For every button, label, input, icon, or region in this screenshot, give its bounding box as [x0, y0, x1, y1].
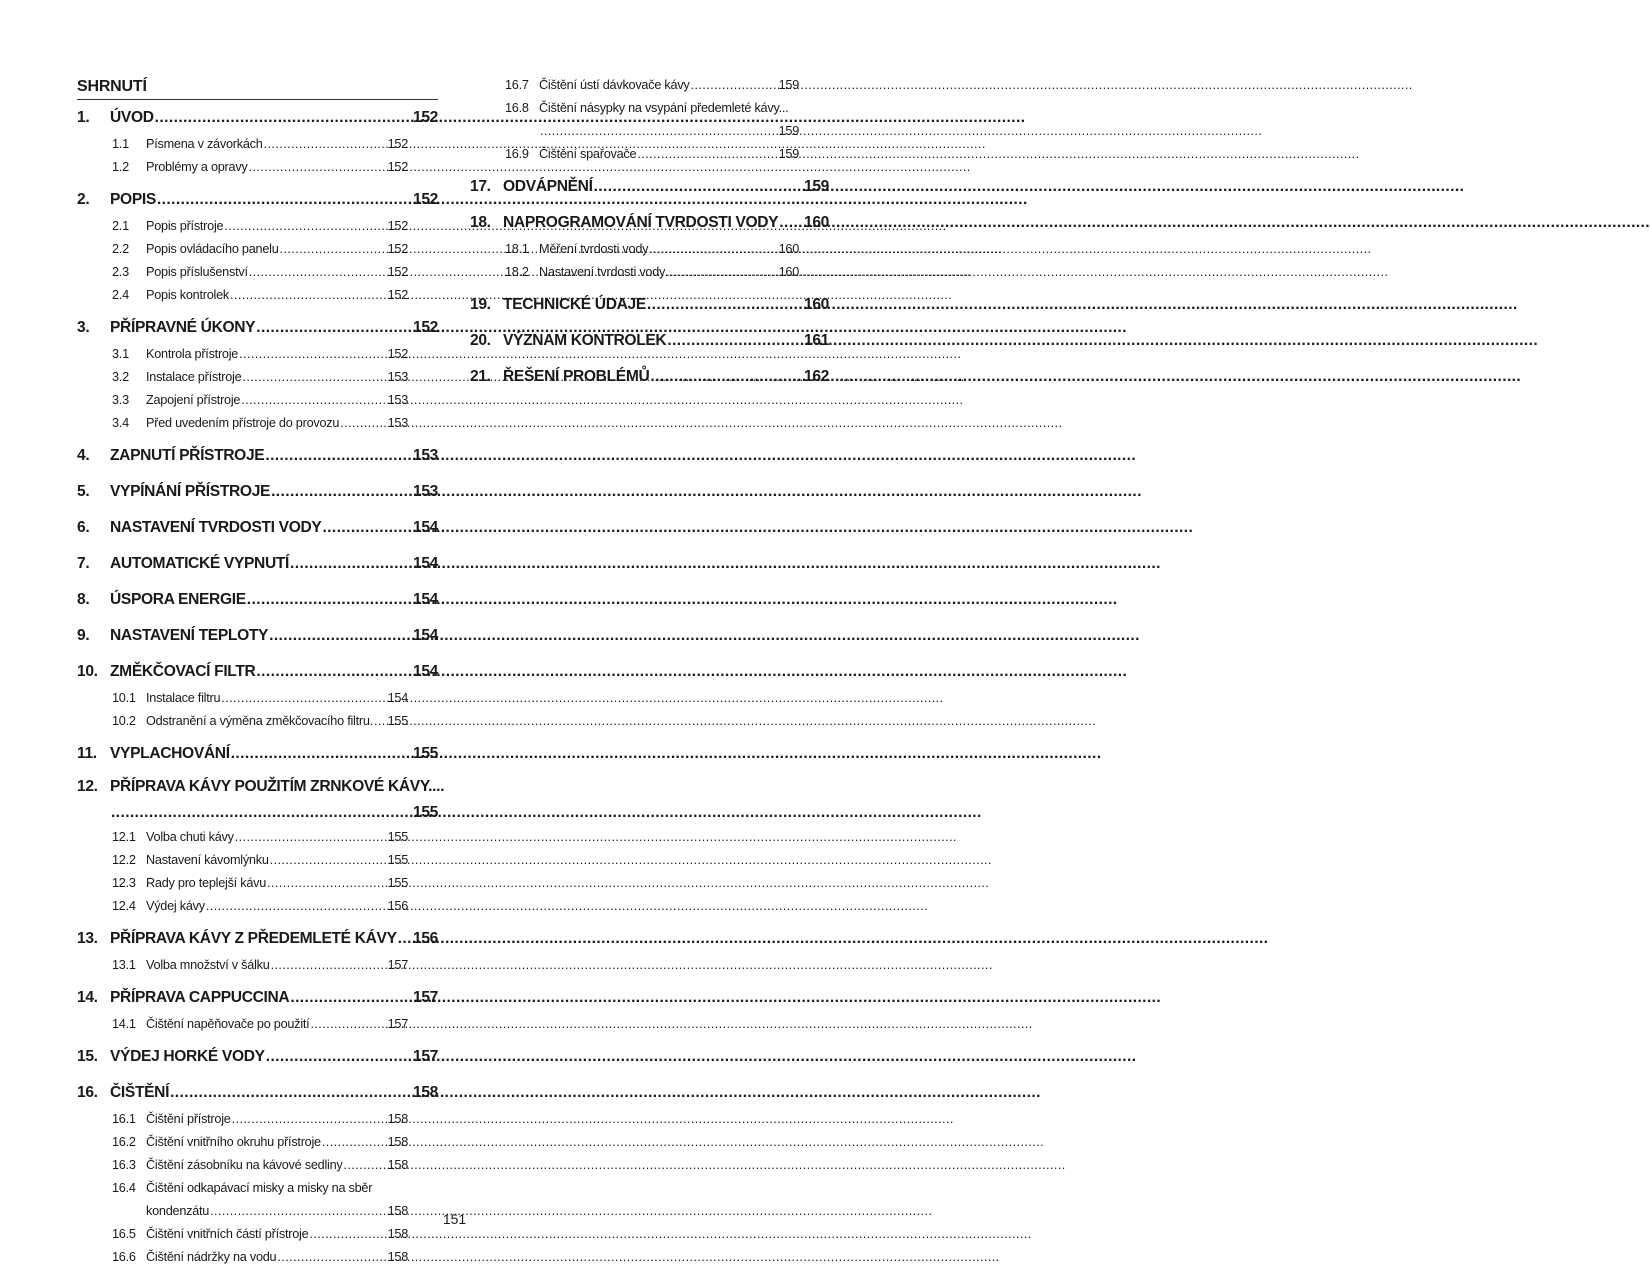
entry-title-continued: kondenzátu: [146, 1204, 210, 1218]
entry-number: 17.: [470, 178, 491, 195]
entry-title: Výdej kávy: [146, 899, 205, 913]
entry-title: Čištění přístroje: [146, 1112, 231, 1126]
toc-entry[interactable]: [77, 412, 438, 435]
entry-title: ZMĚKČOVACÍ FILTR: [110, 663, 256, 680]
entry-page: 159: [778, 78, 799, 92]
dot-leader: [240, 389, 387, 412]
dot-leader: [238, 343, 387, 366]
entry-number: 13.: [77, 930, 98, 947]
entry-number: 5.: [77, 483, 90, 500]
toc-entry[interactable]: [77, 656, 438, 687]
entry-number: 16.2: [112, 1135, 136, 1149]
toc-entry[interactable]: [77, 1246, 438, 1269]
entry-number: 3.3: [112, 393, 129, 407]
dot-leader: [268, 620, 413, 651]
entry-title: Nastavení tvrdosti vody: [539, 265, 666, 279]
toc-entry[interactable]: [470, 361, 829, 392]
entry-page: 154: [413, 663, 438, 680]
entry-number: 2.1: [112, 219, 129, 233]
entry-page: 158: [387, 1250, 408, 1264]
toc-entry[interactable]: [470, 171, 829, 202]
entry-number: 2.4: [112, 288, 129, 302]
entry-page: 152: [413, 191, 438, 208]
dot-leader: [246, 584, 413, 615]
entry-page: 152: [387, 160, 408, 174]
toc-entry[interactable]: [77, 133, 438, 156]
toc-entry[interactable]: [77, 1177, 438, 1200]
toc-entry[interactable]: [470, 207, 829, 238]
entry-title: POPIS: [110, 191, 156, 208]
entry-page: 155: [413, 745, 438, 762]
entry-number: 12.1: [112, 830, 136, 844]
entry-title: NASTAVENÍ TEPLOTY: [110, 627, 269, 644]
entry-number: 10.: [77, 663, 98, 680]
entry-number: 16.7: [505, 78, 529, 92]
entry-page: 152: [387, 219, 408, 233]
toc-entry[interactable]: [77, 284, 438, 307]
entry-title: Instalace přístroje: [146, 370, 242, 384]
entry-title: ZAPNUTÍ PŘÍSTROJE: [110, 447, 265, 464]
toc-entry[interactable]: [77, 849, 438, 872]
dot-leader: [156, 184, 413, 215]
entry-number: 12.2: [112, 853, 136, 867]
dot-leader: [255, 656, 413, 687]
entry-number: 2.2: [112, 242, 129, 256]
entry-page: 153: [413, 447, 438, 464]
toc-entry[interactable]: [470, 325, 829, 356]
entry-title: ŘEŠENÍ PROBLÉMŮ: [503, 368, 650, 385]
entry-page: 152: [387, 347, 408, 361]
toc-entry-continuation[interactable]: [77, 800, 438, 826]
entry-title: NAPROGRAMOVÁNÍ TVRDOSTI VODY: [503, 214, 779, 231]
toc-entry[interactable]: [77, 238, 438, 261]
entry-title: ÚVOD: [110, 109, 154, 126]
entry-number: 13.1: [112, 958, 136, 972]
dot-leader: [309, 1013, 387, 1036]
dot-leader: [234, 826, 388, 849]
dot-leader: [223, 215, 387, 238]
entry-number: 16.5: [112, 1227, 136, 1241]
entry-page: 160: [804, 296, 829, 313]
entry-page: 161: [804, 332, 829, 349]
toc-entry[interactable]: [77, 584, 438, 615]
toc-entry-continuation[interactable]: [470, 120, 829, 143]
dot-leader: [154, 102, 413, 133]
dot-leader: [593, 171, 804, 202]
toc-entry[interactable]: [77, 548, 438, 579]
dot-leader: [342, 1154, 387, 1177]
entry-title: Popis kontrolek: [146, 288, 229, 302]
toc-entry[interactable]: [77, 923, 438, 954]
entry-number: 20.: [470, 332, 491, 349]
dot-leader: [636, 143, 778, 166]
toc-left-column: [77, 74, 445, 1269]
toc-entry[interactable]: [77, 710, 438, 733]
entry-page: 154: [413, 627, 438, 644]
toc-entry[interactable]: [77, 1154, 438, 1177]
entry-number: 11.: [77, 745, 97, 762]
entry-title: Čištění násypky na vsypání předemleté kávy...: [539, 101, 789, 115]
entry-title: ODVÁPNĚNÍ: [503, 178, 593, 195]
entry-title: VYPLACHOVÁNÍ: [110, 745, 230, 762]
toc-entry[interactable]: [77, 215, 438, 238]
toc-entry[interactable]: [77, 366, 438, 389]
entry-number: 12.4: [112, 899, 136, 913]
entry-page: 155: [387, 853, 408, 867]
entry-page: 153: [387, 393, 408, 407]
dot-leader: [649, 361, 804, 392]
entry-number: 19.: [470, 296, 491, 313]
toc-entry[interactable]: [77, 1108, 438, 1131]
entry-title: Instalace filtru: [146, 691, 221, 705]
entry-title: Čištění vnitřních částí přístroje: [146, 1227, 309, 1241]
toc-left-list: [77, 102, 445, 1269]
entry-title: VYPÍNÁNÍ PŘÍSTROJE: [110, 483, 271, 500]
dot-leader: [289, 982, 413, 1013]
toc-entry[interactable]: [470, 289, 829, 320]
entry-title: Popis příslušenství: [146, 265, 248, 279]
dot-leader: [266, 872, 388, 895]
entry-page: 156: [413, 930, 438, 947]
toc-entry[interactable]: [470, 261, 829, 284]
toc-entry[interactable]: [77, 872, 438, 895]
entry-title: Popis přístroje: [146, 219, 224, 233]
entry-number: 10.2: [112, 714, 136, 728]
dot-leader: [270, 476, 413, 507]
entry-title: Čištění zásobníku na kávové sedliny: [146, 1158, 343, 1172]
entry-number: 16.: [77, 1084, 98, 1101]
entry-page: 153: [387, 370, 408, 384]
entry-page: 155: [413, 804, 438, 821]
dot-leader: [539, 120, 779, 143]
entry-number: 21.: [470, 368, 491, 385]
entry-title: Před uvedením přístroje do provozu: [146, 416, 340, 430]
entry-number: 12.: [77, 778, 98, 795]
dot-leader: [646, 289, 804, 320]
entry-page: 153: [413, 483, 438, 500]
entry-number: 14.1: [112, 1017, 136, 1031]
entry-title: NASTAVENÍ TVRDOSTI VODY: [110, 519, 322, 536]
entry-title: Volba množství v šálku: [146, 958, 270, 972]
entry-page: 153: [387, 416, 408, 430]
entry-page: 152: [387, 242, 408, 256]
dot-leader: [397, 923, 413, 954]
dot-leader: [373, 710, 388, 733]
entry-number: 1.1: [112, 137, 129, 151]
toc-entry[interactable]: [77, 512, 438, 543]
entry-number: 16.6: [112, 1250, 136, 1264]
entry-number: 16.4: [112, 1181, 136, 1195]
entry-page: 155: [387, 876, 408, 890]
toc-right-list: [470, 74, 829, 392]
toc-entry[interactable]: [77, 738, 438, 769]
entry-number: 4.: [77, 447, 90, 464]
entry-number: 15.: [77, 1048, 98, 1065]
dot-leader: [279, 238, 388, 261]
toc-entry[interactable]: [470, 97, 829, 120]
toc-entry[interactable]: [77, 389, 438, 412]
entry-title: Zapojení přístroje: [146, 393, 241, 407]
dot-leader: [276, 1246, 387, 1269]
entry-page: 160: [778, 265, 799, 279]
entry-page: 159: [778, 124, 799, 138]
toc-entry[interactable]: [470, 238, 829, 261]
entry-page: 157: [387, 1017, 408, 1031]
dot-leader: [321, 512, 413, 543]
entry-page: 152: [413, 319, 438, 336]
entry-title: Čištění napěňovače po použití: [146, 1017, 310, 1031]
entry-number: 18.: [470, 214, 491, 231]
entry-number: 18.1: [505, 242, 529, 256]
entry-number: 18.2: [505, 265, 529, 279]
dot-leader: [231, 1108, 388, 1131]
dot-leader: [321, 1131, 388, 1154]
entry-number: 12.3: [112, 876, 136, 890]
entry-title: Čištění nádržky na vodu: [146, 1250, 277, 1264]
entry-number: 16.8: [505, 101, 529, 115]
entry-title: Odstranění a výměna změkčovacího filtru.: [146, 714, 373, 728]
dot-leader: [169, 1077, 413, 1108]
entry-title: ČIŠTĚNÍ: [110, 1084, 170, 1101]
dot-leader: [339, 412, 387, 435]
entry-page: 154: [387, 691, 408, 705]
page-number: 151: [442, 1211, 467, 1227]
entry-page: 152: [413, 109, 438, 126]
dot-leader: [248, 156, 388, 179]
entry-page: 162: [804, 368, 829, 385]
entry-title: Čištění odkapávací misky a misky na sběr: [146, 1181, 373, 1195]
entry-number: 1.: [77, 109, 90, 126]
entry-page: 152: [387, 288, 408, 302]
entry-page: 160: [778, 242, 799, 256]
entry-number: 10.1: [112, 691, 136, 705]
entry-title: Volba chuti kávy: [146, 830, 234, 844]
toc-entry[interactable]: [77, 1077, 438, 1108]
entry-title: AUTOMATICKÉ VYPNUTÍ: [110, 555, 290, 572]
entry-number: 3.2: [112, 370, 129, 384]
toc-entry[interactable]: [77, 982, 438, 1013]
entry-page: 154: [413, 519, 438, 536]
toc-entry[interactable]: [77, 620, 438, 651]
dot-leader: [220, 687, 387, 710]
entry-number: 3.4: [112, 416, 129, 430]
entry-number: 9.: [77, 627, 90, 644]
entry-number: 16.1: [112, 1112, 136, 1126]
dot-leader: [270, 954, 388, 977]
entry-page: 159: [804, 178, 829, 195]
entry-page: 157: [387, 958, 408, 972]
entry-page: 158: [387, 1204, 408, 1218]
toc-entry[interactable]: [77, 312, 438, 343]
toc-entry[interactable]: [77, 774, 445, 800]
entry-page: 152: [387, 137, 408, 151]
dot-leader: [269, 849, 388, 872]
toc-entry[interactable]: [77, 687, 438, 710]
dot-leader: [263, 133, 388, 156]
entry-title: VÝZNAM KONTROLEK: [503, 332, 667, 349]
toc-right-column: [470, 74, 829, 392]
toc-entry[interactable]: [77, 954, 438, 977]
entry-number: 6.: [77, 519, 90, 536]
entry-title: Měření tvrdosti vody: [539, 242, 649, 256]
dot-leader: [289, 548, 413, 579]
dot-leader: [648, 238, 778, 261]
entry-page: 155: [387, 830, 408, 844]
entry-number: 8.: [77, 591, 90, 608]
entry-number: 14.: [77, 989, 98, 1006]
toc-entry[interactable]: [77, 1131, 438, 1154]
entry-page: 154: [413, 555, 438, 572]
entry-title: PŘÍPRAVNÉ ÚKONY: [110, 319, 256, 336]
toc-entry[interactable]: [470, 74, 829, 97]
entry-title: Popis ovládacího panelu: [146, 242, 279, 256]
toc-entry[interactable]: [77, 476, 438, 507]
entry-page: 152: [387, 265, 408, 279]
dot-leader: [205, 895, 388, 918]
toc-entry[interactable]: [77, 156, 438, 179]
entry-number: 2.3: [112, 265, 129, 279]
toc-entry[interactable]: [77, 826, 438, 849]
entry-number: 16.9: [505, 147, 529, 161]
dot-leader: [230, 738, 413, 769]
entry-title: Kontrola přístroje: [146, 347, 239, 361]
entry-page: 158: [387, 1227, 408, 1241]
entry-title: Čištění ústí dávkovače kávy: [539, 78, 690, 92]
dot-leader: [248, 261, 388, 284]
toc-entry[interactable]: [77, 1013, 438, 1036]
toc-entry[interactable]: [77, 261, 438, 284]
entry-title: Čištění vnitřního okruhu přístroje: [146, 1135, 321, 1149]
entry-title: VÝDEJ HORKÉ VODY: [110, 1048, 265, 1065]
entry-number: 3.: [77, 319, 90, 336]
entry-page: 154: [413, 591, 438, 608]
dot-leader: [778, 207, 804, 238]
entry-title: ÚSPORA ENERGIE: [110, 591, 246, 608]
entry-number: 3.1: [112, 347, 129, 361]
entry-title: PŘÍPRAVA KÁVY Z PŘEDEMLETÉ KÁVY: [110, 930, 397, 947]
dot-leader: [255, 312, 413, 343]
entry-title: TECHNICKÉ ÚDAJE: [503, 296, 646, 313]
entry-number: 1.2: [112, 160, 129, 174]
entry-title: Rady pro teplejší kávu: [146, 876, 267, 890]
entry-title: PŘÍPRAVA CAPPUCCINA: [110, 989, 290, 1006]
entry-page: 158: [387, 1135, 408, 1149]
entry-title: Písmena v závorkách: [146, 137, 263, 151]
toc-entry[interactable]: [77, 343, 438, 366]
dot-leader: [665, 261, 778, 284]
toc-entry[interactable]: [470, 143, 829, 166]
toc-entry[interactable]: [77, 895, 438, 918]
entry-number: 7.: [77, 555, 90, 572]
entry-page: 156: [387, 899, 408, 913]
toc-entry[interactable]: [77, 102, 438, 133]
dot-leader: [229, 284, 388, 307]
entry-number: 2.: [77, 191, 90, 208]
entry-page: 159: [778, 147, 799, 161]
dot-leader: [265, 1041, 413, 1072]
entry-page: 157: [413, 1048, 438, 1065]
entry-page: 158: [413, 1084, 438, 1101]
entry-title: Nastavení kávomlýnku: [146, 853, 269, 867]
entry-page: 155: [387, 714, 408, 728]
entry-number: 16.3: [112, 1158, 136, 1172]
entry-page: 157: [413, 989, 438, 1006]
dot-leader: [241, 366, 387, 389]
entry-title: PŘÍPRAVA KÁVY POUŽITÍM ZRNKOVÉ KÁVY....: [110, 778, 445, 795]
dot-leader: [666, 325, 804, 356]
entry-page: 160: [804, 214, 829, 231]
entry-page: 158: [387, 1158, 408, 1172]
entry-title: Čištění spařovače: [539, 147, 637, 161]
toc-entry[interactable]: [77, 440, 438, 471]
dot-leader: [110, 800, 413, 826]
entry-page: 158: [387, 1112, 408, 1126]
dot-leader: [690, 74, 779, 97]
dot-leader: [264, 440, 413, 471]
toc-entry[interactable]: [77, 184, 438, 215]
toc-entry[interactable]: [77, 1041, 438, 1072]
entry-title: Problémy a opravy: [146, 160, 248, 174]
toc-heading: SHRNUTÍ: [77, 75, 438, 100]
